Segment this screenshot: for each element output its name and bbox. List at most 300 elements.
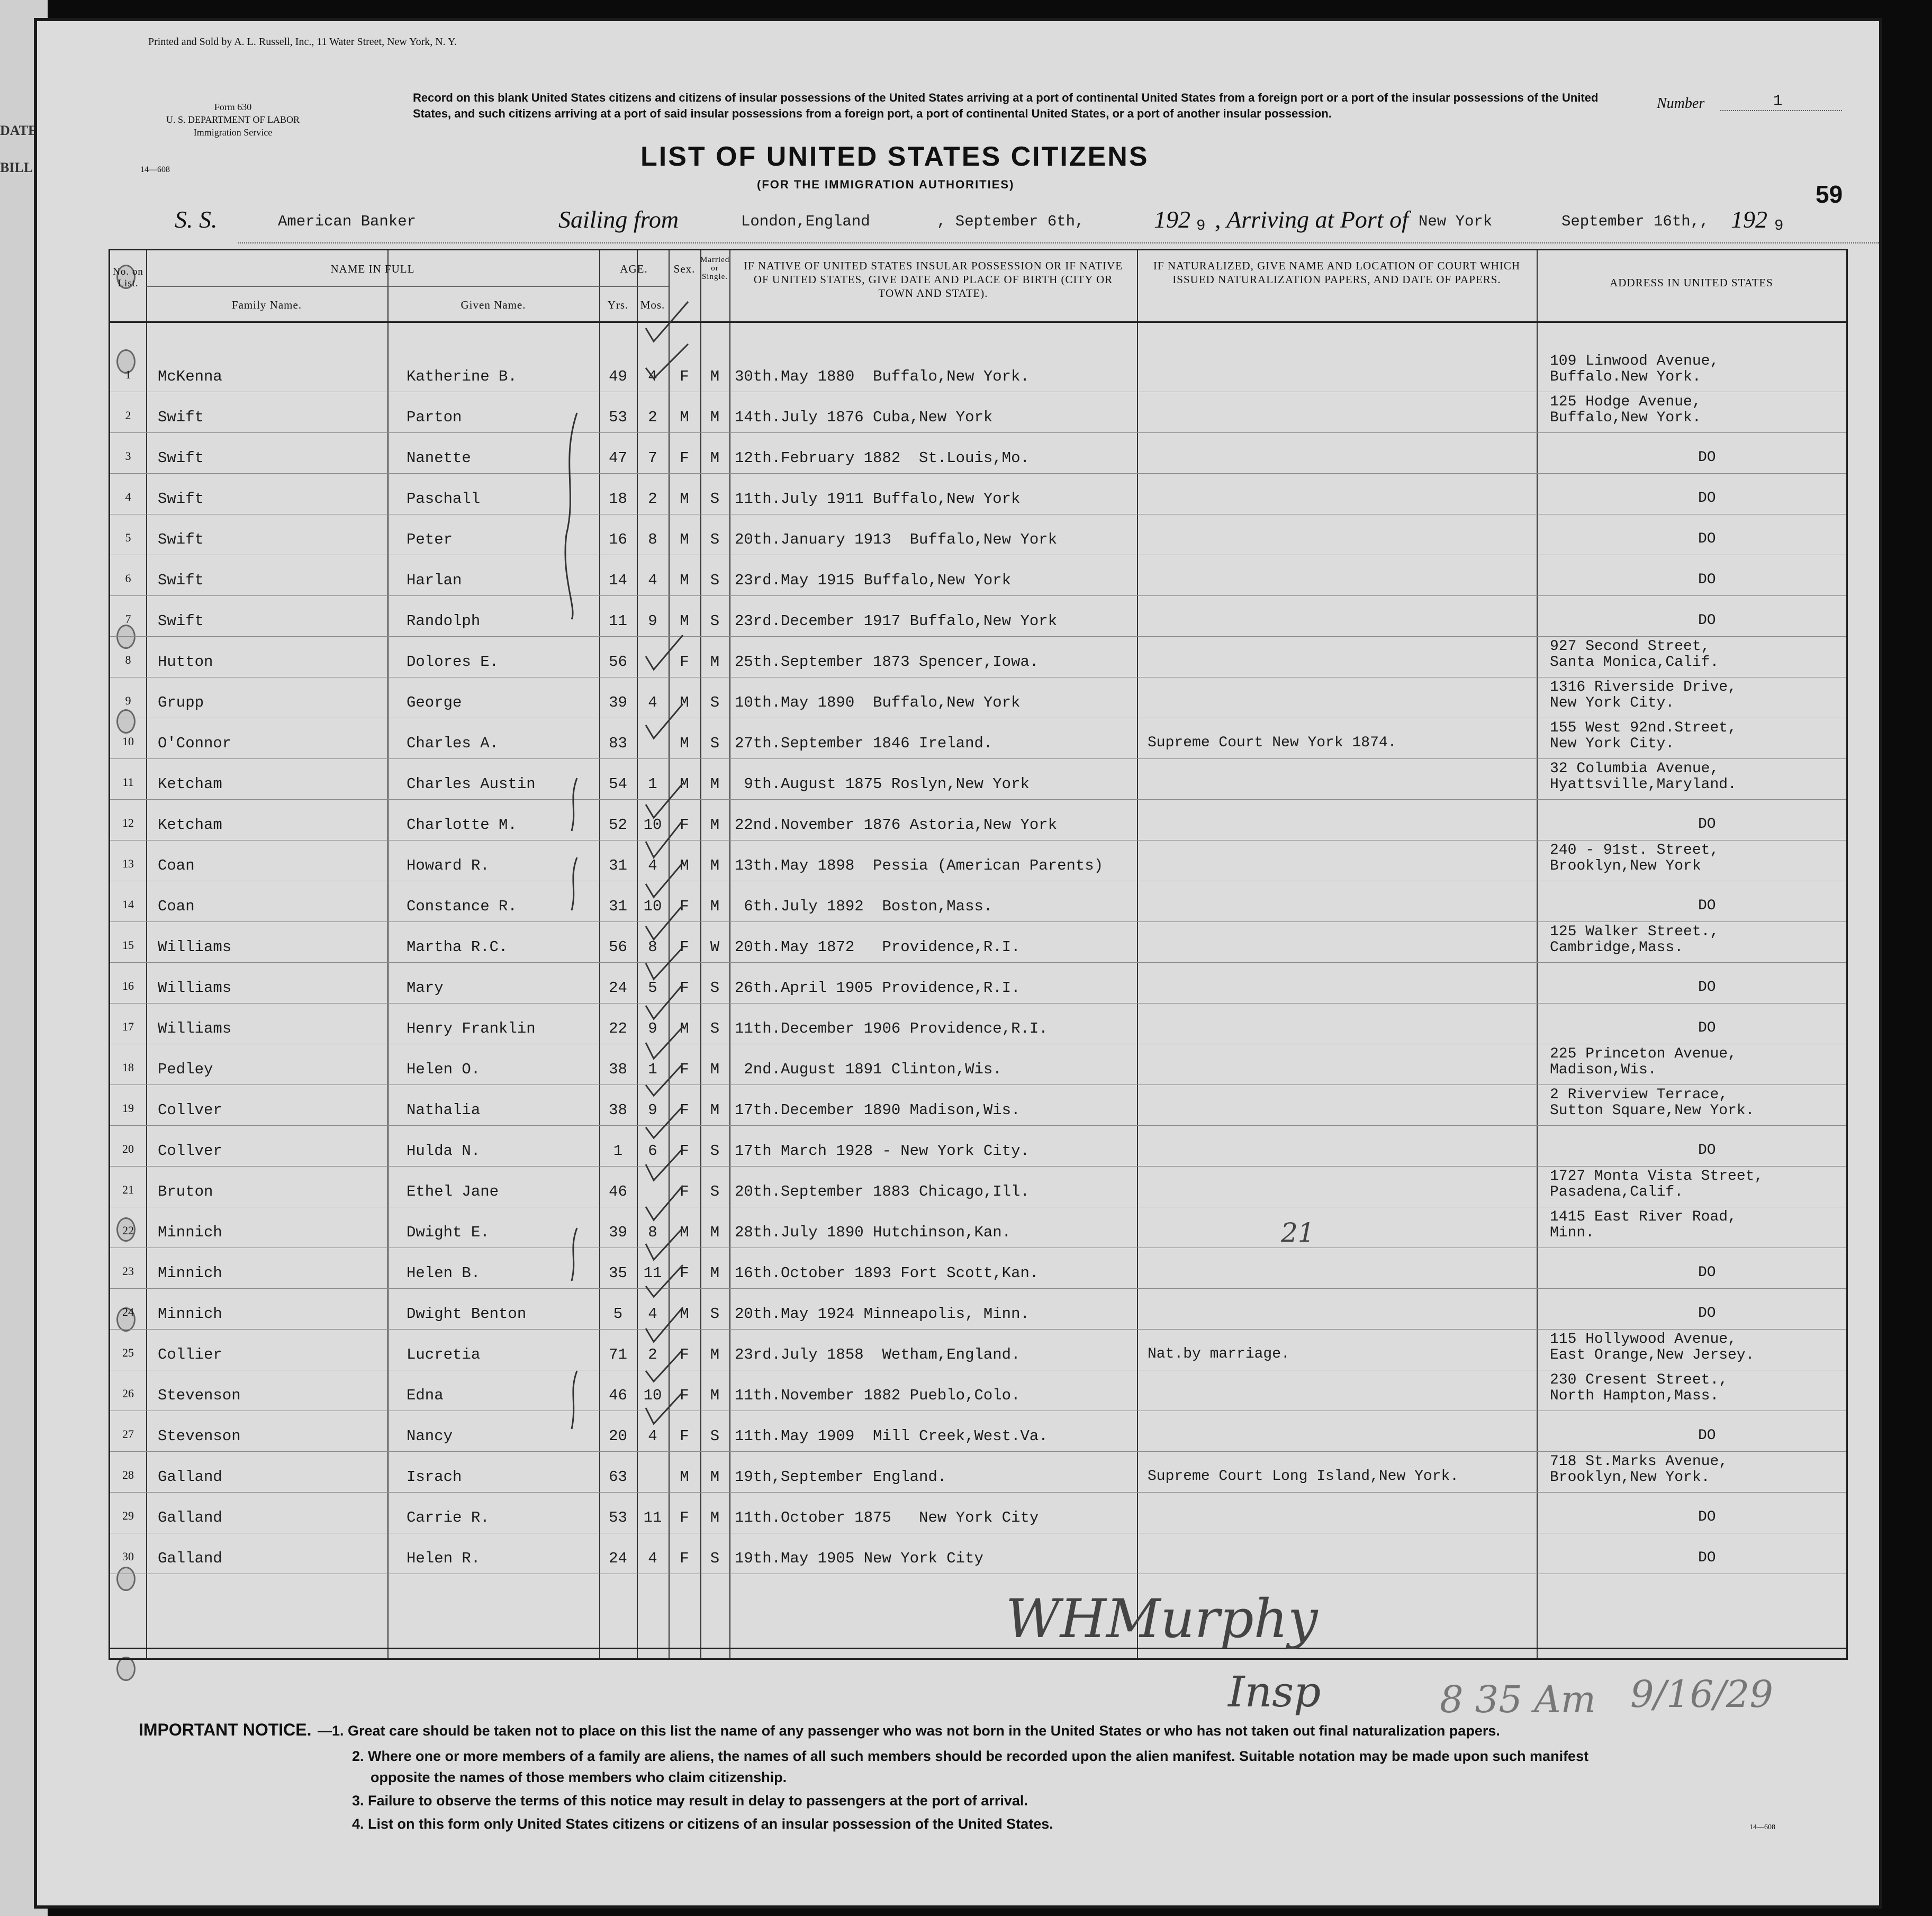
page-number: 59 <box>1816 180 1843 208</box>
given-name: Nanette <box>407 449 471 467</box>
department-name: U. S. DEPARTMENT OF LABOR <box>166 114 300 125</box>
given-name: Dwight Benton <box>407 1305 527 1323</box>
table-row <box>110 1207 1846 1248</box>
age-years: 39 <box>609 1224 627 1241</box>
address-line-2: North Hampton,Mass. <box>1550 1388 1719 1404</box>
col-naturalized: IF NATURALIZED, GIVE NAME AND LOCATION OF COURT WHICH ISSUED NATURALIZATION PAPERS, AND DATE OF PAPERS. <box>1153 259 1521 286</box>
address-line-2: DO <box>1698 490 1716 507</box>
col-sex: Sex. <box>673 263 696 275</box>
family-name: Williams <box>158 1020 232 1037</box>
birth-date-place: 14th.July 1876 Cuba,New York <box>735 409 993 426</box>
marital-status: S <box>710 694 720 711</box>
marital-status: M <box>710 449 720 467</box>
birth-date-place: 11th.December 1906 Providence,R.I. <box>735 1020 1048 1037</box>
sex: F <box>680 449 689 467</box>
marital-status: M <box>710 898 720 915</box>
address-line-2: Buffalo,New York. <box>1550 410 1701 426</box>
address-line-2: Brooklyn,New York. <box>1550 1469 1710 1486</box>
naturalization-court: Nat.by marriage. <box>1148 1346 1290 1362</box>
family-name: Hutton <box>158 653 213 671</box>
family-name: Collver <box>158 1101 222 1119</box>
col-married-single: Married or Single. <box>700 256 730 281</box>
marital-status: M <box>710 1468 720 1486</box>
address-line-2: DO <box>1698 979 1716 996</box>
instruction-text: Record on this blank United States citizens and citizens of insular possessions of the United States arriving at a port of continental United States from a foreign port or a port of the insular possessions of the United States, and such citizens arriving at a port of said insular possessions from a foreign port, a port of continental United States, or a port of another insular possession. <box>413 91 1599 120</box>
marital-status: M <box>710 1346 720 1363</box>
naturalization-court: Supreme Court Long Island,New York. <box>1148 1468 1459 1485</box>
age-years: 22 <box>609 1020 627 1037</box>
given-name: Paschall <box>407 490 481 508</box>
age-months: 1 <box>648 775 657 793</box>
row-number: 1 <box>125 368 131 381</box>
name-subheader-rule <box>146 286 599 287</box>
table-row <box>110 962 1846 1003</box>
marital-status: M <box>710 368 720 385</box>
sex: F <box>680 1061 689 1078</box>
arrival-date: September 16th,, <box>1561 213 1709 230</box>
given-name: Helen O. <box>407 1061 481 1078</box>
table-row <box>110 1248 1846 1288</box>
marital-status: S <box>710 612 720 630</box>
birth-date-place: 23rd.July 1858 Wetham,England. <box>735 1346 1021 1363</box>
row-number: 16 <box>122 979 134 992</box>
given-name: Howard R. <box>407 857 490 874</box>
arrival-year-digit: 9 <box>1774 217 1784 234</box>
birth-date-place: 2nd.August 1891 Clinton,Wis. <box>735 1061 1002 1078</box>
table-row <box>110 514 1846 555</box>
sex: F <box>680 1427 689 1445</box>
table-row <box>110 758 1846 799</box>
table-row <box>110 1084 1846 1125</box>
birth-date-place: 23rd.May 1915 Buffalo,New York <box>735 572 1012 589</box>
age-years: 53 <box>609 409 627 426</box>
col-birth: IF NATIVE OF UNITED STATES INSULAR POSSESSION OR IF NATIVE OF UNITED STATES, GIVE DATE AND PLACE OF BIRTH (CITY OR TOWN AND STATE). <box>743 259 1123 300</box>
age-years: 5 <box>613 1305 623 1323</box>
col-age-yrs: Yrs. <box>607 299 629 311</box>
family-brackets <box>556 408 598 1440</box>
sex: F <box>680 979 689 997</box>
row-number: 3 <box>125 449 131 463</box>
row-number: 25 <box>122 1346 134 1359</box>
age-months: 10 <box>643 898 662 915</box>
address-line-2: DO <box>1698 1020 1716 1036</box>
table-row <box>110 351 1846 392</box>
address-line-2: DO <box>1698 1305 1716 1322</box>
marital-status: S <box>710 572 720 589</box>
age-years: 24 <box>609 1550 627 1567</box>
birth-date-place: 11th.May 1909 Mill Creek,West.Va. <box>735 1427 1048 1445</box>
age-years: 1 <box>613 1142 623 1160</box>
number-line <box>1720 110 1842 111</box>
age-years: 56 <box>609 938 627 956</box>
given-name: Hulda N. <box>407 1142 481 1160</box>
age-months: 8 <box>648 938 657 956</box>
address-line-1: 225 Princeton Avenue, <box>1550 1046 1737 1062</box>
col-age-mos: Mos. <box>640 299 665 311</box>
family-name: Coan <box>158 857 195 874</box>
table-row <box>110 1044 1846 1084</box>
notice-item-3: 3. Failure to observe the terms of this notice may result in delay to passengers at the port of arrival. <box>352 1793 1028 1809</box>
address-line-2: Cambridge,Mass. <box>1550 939 1684 956</box>
sex: M <box>680 694 689 711</box>
given-name: Israch <box>407 1468 462 1486</box>
age-subheader-rule <box>599 286 669 287</box>
given-name: Henry Franklin <box>407 1020 536 1037</box>
arrival-stamp-time: 8 35 Am <box>1440 1678 1596 1721</box>
age-years: 35 <box>609 1264 627 1282</box>
marital-status: S <box>710 1183 720 1200</box>
row-number: 5 <box>125 531 131 544</box>
birth-date-place: 6th.July 1892 Boston,Mass. <box>735 898 993 915</box>
address-line-1: 155 West 92nd.Street, <box>1550 720 1737 736</box>
sex: M <box>680 1224 689 1241</box>
address-line-2: DO <box>1698 1427 1716 1444</box>
age-months: 2 <box>648 1346 657 1363</box>
row-number: 20 <box>122 1142 134 1155</box>
family-name: Collier <box>158 1346 222 1363</box>
marital-status: M <box>710 1509 720 1526</box>
row-number: 4 <box>125 490 131 503</box>
age-months: 4 <box>648 1550 657 1567</box>
age-years: 20 <box>609 1427 627 1445</box>
notice-item-4: 4. List on this form only United States citizens or citizens of an insular possession of the United States. <box>352 1816 1053 1832</box>
age-years: 38 <box>609 1101 627 1119</box>
birth-date-place: 16th.October 1893 Fort Scott,Kan. <box>735 1264 1039 1282</box>
birth-date-place: 30th.May 1880 Buffalo,New York. <box>735 368 1030 385</box>
table-row <box>110 392 1846 432</box>
family-name: Ketcham <box>158 775 222 793</box>
sex: M <box>680 1305 689 1323</box>
table-row <box>110 677 1846 718</box>
address-line-1: 230 Cresent Street., <box>1550 1372 1728 1388</box>
age-months: 2 <box>648 490 657 508</box>
col-given-name: Given Name. <box>461 299 526 311</box>
row-number: 23 <box>122 1264 134 1278</box>
given-name: Randolph <box>407 612 481 630</box>
address-line-2: Pasadena,Calif. <box>1550 1184 1684 1200</box>
handwritten-mark-21: 21 <box>1281 1217 1315 1248</box>
age-months: 8 <box>648 1224 657 1241</box>
punch-hole <box>116 1657 136 1681</box>
marital-status: S <box>710 1020 720 1037</box>
row-number: 29 <box>122 1509 134 1522</box>
address-line-1: 32 Columbia Avenue, <box>1550 761 1719 777</box>
sex: F <box>680 1183 689 1200</box>
birth-date-place: 22nd.November 1876 Astoria,New York <box>735 816 1058 834</box>
sex: M <box>680 1020 689 1037</box>
margin-tab-date: DATE <box>0 123 38 138</box>
table-row <box>110 1492 1846 1533</box>
address-line-2: DO <box>1698 816 1716 833</box>
birth-date-place: 11th.November 1882 Pueblo,Colo. <box>735 1387 1021 1404</box>
age-months: 9 <box>648 1020 657 1037</box>
given-name: Nancy <box>407 1427 453 1445</box>
header-rule <box>110 321 1846 323</box>
address-line-2: Brooklyn,New York <box>1550 858 1701 874</box>
address-line-2: DO <box>1698 898 1716 914</box>
given-name: Mary <box>407 979 444 997</box>
address-line-1: 1415 East River Road, <box>1550 1209 1737 1225</box>
marital-status: M <box>710 653 720 671</box>
sex: F <box>680 653 689 671</box>
address-line-2: East Orange,New Jersey. <box>1550 1347 1755 1363</box>
address-line-2: DO <box>1698 1142 1716 1159</box>
table-row <box>110 1125 1846 1166</box>
sex: F <box>680 1509 689 1526</box>
family-name: Williams <box>158 938 232 956</box>
given-name: Harlan <box>407 572 462 589</box>
birth-date-place: 17th March 1928 - New York City. <box>735 1142 1030 1160</box>
age-years: 16 <box>609 531 627 548</box>
marital-status: M <box>710 1101 720 1119</box>
sex: F <box>680 368 689 385</box>
col-no: No. on List. <box>113 266 143 289</box>
row-number: 21 <box>122 1183 134 1196</box>
table-row <box>110 881 1846 921</box>
sex: M <box>680 531 689 548</box>
address-line-1: 109 Linwood Avenue, <box>1550 353 1719 369</box>
address-line-2: Buffalo.New York. <box>1550 369 1701 385</box>
age-years: 38 <box>609 1061 627 1078</box>
age-years: 46 <box>609 1183 627 1200</box>
row-number: 9 <box>125 694 131 707</box>
ss-label: S. S. <box>175 206 218 233</box>
row-number: 28 <box>122 1468 134 1481</box>
address-line-1: 125 Hodge Avenue, <box>1550 394 1701 410</box>
departure-date: , September 6th, <box>937 213 1085 230</box>
age-years: 56 <box>609 653 627 671</box>
row-number: 13 <box>122 857 134 870</box>
form-number: Form 630 <box>214 102 252 112</box>
row-number: 30 <box>122 1550 134 1563</box>
family-name: Swift <box>158 572 204 589</box>
row-number: 22 <box>122 1224 134 1237</box>
row-number: 19 <box>122 1101 134 1115</box>
sex: M <box>680 612 689 630</box>
given-name: Katherine B. <box>407 368 517 385</box>
number-label: Number <box>1657 95 1705 112</box>
row-number: 12 <box>122 816 134 829</box>
arrival-port: New York <box>1419 213 1493 230</box>
family-name: Stevenson <box>158 1427 241 1445</box>
address-line-1: 2 Riverview Terrace, <box>1550 1087 1728 1103</box>
family-name: Williams <box>158 979 232 997</box>
birth-date-place: 25th.September 1873 Spencer,Iowa. <box>735 653 1039 671</box>
family-name: Pedley <box>158 1061 213 1078</box>
address-line-2: DO <box>1698 531 1716 547</box>
table-row <box>110 636 1846 677</box>
marital-status: M <box>710 409 720 426</box>
arrival-year-prefix: 192 <box>1731 206 1767 233</box>
marital-status: M <box>710 1061 720 1078</box>
col-name-in-full: NAME IN FULL <box>330 263 415 275</box>
form-id-block <box>127 101 339 139</box>
row-number: 15 <box>122 938 134 952</box>
birth-date-place: 10th.May 1890 Buffalo,New York <box>735 694 1021 711</box>
voyage-underline <box>238 242 1879 243</box>
address-line-2: New York City. <box>1550 695 1675 711</box>
age-months: 1 <box>648 1061 657 1078</box>
table-row <box>110 473 1846 514</box>
family-name: Minnich <box>158 1305 222 1323</box>
age-years: 83 <box>609 735 627 752</box>
birth-date-place: 19th.May 1905 New York City <box>735 1550 983 1567</box>
address-line-2: DO <box>1698 1264 1716 1281</box>
given-name: Charlotte M. <box>407 816 517 834</box>
birth-date-place: 12th.February 1882 St.Louis,Mo. <box>735 449 1030 467</box>
given-name: Dwight E. <box>407 1224 490 1241</box>
family-name: Swift <box>158 531 204 548</box>
row-number: 24 <box>122 1305 134 1318</box>
sex: M <box>680 572 689 589</box>
age-years: 31 <box>609 898 627 915</box>
form-code: 14—608 <box>140 165 170 174</box>
form-title: LIST OF UNITED STATES CITIZENS <box>640 141 1149 172</box>
marital-status: M <box>710 816 720 834</box>
table-row <box>110 1411 1846 1451</box>
age-years: 24 <box>609 979 627 997</box>
address-line-1: 718 St.Marks Avenue, <box>1550 1453 1728 1470</box>
address-line-2: DO <box>1698 449 1716 466</box>
age-years: 71 <box>609 1346 627 1363</box>
address-line-1: 927 Second Street, <box>1550 638 1710 655</box>
notice-item-2: 2. Where one or more members of a family are aliens, the names of all such members should be recorded upon the alien manifest. Suitable notation may be made upon such manifest <box>352 1748 1589 1764</box>
inspector-signature: WHMurphy <box>1006 1588 1318 1650</box>
marital-status: S <box>710 1142 720 1160</box>
marital-status: S <box>710 1427 720 1445</box>
family-name: Ketcham <box>158 816 222 834</box>
address-line-1: 240 - 91st. Street, <box>1550 842 1719 858</box>
sailing-label: Sailing from <box>558 206 679 233</box>
birth-date-place: 19th,September England. <box>735 1468 947 1486</box>
col-age: AGE. <box>620 263 648 275</box>
row-number: 14 <box>122 898 134 911</box>
birth-date-place: 9th.August 1875 Roslyn,New York <box>735 775 1030 793</box>
sex: M <box>680 857 689 874</box>
age-months: 2 <box>648 409 657 426</box>
age-months: 9 <box>648 612 657 630</box>
address-line-2: Santa Monica,Calif. <box>1550 654 1719 671</box>
family-name: Bruton <box>158 1183 213 1200</box>
age-months: 8 <box>648 531 657 548</box>
family-name: Collver <box>158 1142 222 1160</box>
family-name: Galland <box>158 1509 222 1526</box>
given-name: Charles Austin <box>407 775 536 793</box>
table-row <box>110 1451 1846 1492</box>
family-name: Minnich <box>158 1224 222 1241</box>
given-name: Carrie R. <box>407 1509 490 1526</box>
birth-date-place: 28th.July 1890 Hutchinson,Kan. <box>735 1224 1012 1241</box>
sex: M <box>680 775 689 793</box>
age-years: 46 <box>609 1387 627 1404</box>
table-row <box>110 799 1846 840</box>
form-subtitle: (FOR THE IMMIGRATION AUTHORITIES) <box>757 178 1015 191</box>
row-number: 17 <box>122 1020 134 1033</box>
margin-tab-bill: BILL <box>0 160 33 175</box>
birth-date-place: 23rd.December 1917 Buffalo,New York <box>735 612 1058 630</box>
sex: F <box>680 898 689 915</box>
ship-name: American Banker <box>278 213 417 230</box>
birth-date-place: 26th.April 1905 Providence,R.I. <box>735 979 1021 997</box>
given-name: Peter <box>407 531 453 548</box>
family-name: Grupp <box>158 694 204 711</box>
departure-year-digit: 9 <box>1196 217 1206 234</box>
table-row <box>110 1003 1846 1044</box>
row-number: 26 <box>122 1387 134 1400</box>
marital-status: S <box>710 979 720 997</box>
service-name: Immigration Service <box>193 127 273 138</box>
age-months: 4 <box>648 368 657 385</box>
passenger-table <box>109 249 1848 1660</box>
address-line-2: Minn. <box>1550 1225 1595 1241</box>
age-years: 47 <box>609 449 627 467</box>
row-number: 7 <box>125 612 131 626</box>
marital-status: W <box>710 938 720 956</box>
birth-date-place: 17th.December 1890 Madison,Wis. <box>735 1101 1021 1119</box>
age-years: 53 <box>609 1509 627 1526</box>
sex: F <box>680 1387 689 1404</box>
notice-item-1: —1. Great care should be taken not to place on this list the name of any passenger who was not born in the United States or who has not taken out final naturalization papers. <box>318 1723 1500 1739</box>
age-years: 31 <box>609 857 627 874</box>
row-number: 6 <box>125 572 131 585</box>
given-name: George <box>407 694 462 711</box>
birth-date-place: 20th.May 1924 Minneapolis, Minn. <box>735 1305 1030 1323</box>
address-line-2: New York City. <box>1550 736 1675 752</box>
age-months: 4 <box>648 1427 657 1445</box>
given-name: Helen R. <box>407 1550 481 1567</box>
sex: F <box>680 1142 689 1160</box>
sex: M <box>680 735 689 752</box>
inspector-title: Insp <box>1228 1667 1321 1716</box>
marital-status: S <box>710 735 720 752</box>
age-months: 11 <box>643 1509 662 1526</box>
birth-date-place: 11th.July 1911 Buffalo,New York <box>735 490 1021 508</box>
address-line-2: Hyattsville,Maryland. <box>1550 776 1737 793</box>
age-years: 14 <box>609 572 627 589</box>
marital-status: M <box>710 775 720 793</box>
family-name: Galland <box>158 1468 222 1486</box>
address-line-1: 115 Hollywood Avenue, <box>1550 1331 1737 1348</box>
table-row <box>110 1533 1846 1574</box>
table-row <box>110 840 1846 881</box>
table-row <box>110 555 1846 595</box>
given-name: Lucretia <box>407 1346 481 1363</box>
family-name: McKenna <box>158 368 222 385</box>
sex: M <box>680 409 689 426</box>
address-line-1: 1316 Riverside Drive, <box>1550 679 1737 695</box>
sex: M <box>680 490 689 508</box>
table-row <box>110 595 1846 636</box>
sex: F <box>680 1264 689 1282</box>
table-row <box>110 921 1846 962</box>
age-years: 39 <box>609 694 627 711</box>
address-line-2: Madison,Wis. <box>1550 1062 1657 1078</box>
birth-date-place: 13th.May 1898 Pessia (American Parents) <box>735 857 1104 874</box>
address-line-2: DO <box>1698 1550 1716 1566</box>
table-bottom-rule <box>110 1648 1846 1649</box>
family-name: Galland <box>158 1550 222 1567</box>
age-months: 10 <box>643 816 662 834</box>
notice-item-2-cont: opposite the names of those members who claim citizenship. <box>371 1769 787 1785</box>
age-months: 11 <box>643 1264 662 1282</box>
sex: F <box>680 938 689 956</box>
row-number: 27 <box>122 1427 134 1441</box>
age-years: 54 <box>609 775 627 793</box>
address-line-2: DO <box>1698 1509 1716 1525</box>
family-name: Minnich <box>158 1264 222 1282</box>
table-row <box>110 1166 1846 1207</box>
row-number: 18 <box>122 1061 134 1074</box>
